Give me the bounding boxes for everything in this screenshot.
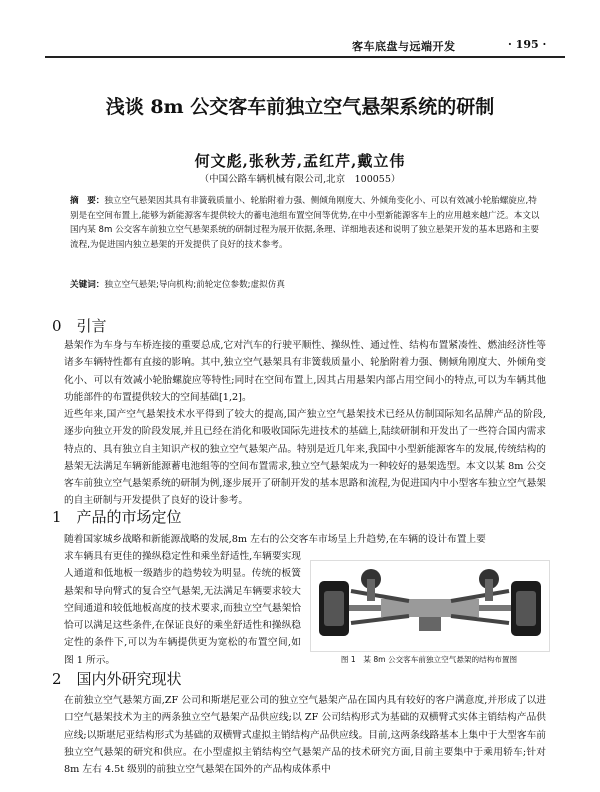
section-heading-intro: 0 引言	[52, 317, 107, 335]
paragraph-research-1: 在前独立空气悬架方面,ZF 公司和斯堪尼亚公司的独立空气悬架产品在国内具有较好的客户满意度,并形成了以进口空气悬架技术为主的两条独立空气悬架产品供应线;以 ZF 公司结构形式为基础的双横臂式实体主销结构产品供应线;以斯堪尼亚结构形式为基础的双横臂式虚拟主销结构产品供应线。目前,这两条线路基本上集中于大型客车前独立空气悬架的研究和供应。在小型虚拟主销结构空气悬架产品的技术研究方面,目前主要集中于乘用轿车;针对 8m 左右 4.5t 级别的前独立空气悬架在国外的产品构成体系中	[64, 695, 546, 776]
section-heading-market: 1 产品的市场定位	[52, 508, 182, 526]
suspension-illustration	[311, 561, 549, 651]
section-heading-research: 2 国内外研究现状	[52, 670, 182, 688]
keywords	[70, 278, 540, 290]
abstract-label: 摘 要：	[70, 196, 105, 206]
paragraph-intro-1: 悬架作为车身与车桥连接的重要总成,它对汽车的行驶平顺性、操纵性、通过性、结构布置紧凑性、燃油经济性等诸多车辆特性都有直接的影响。其中,独立空气悬架具有非簧载质量小、轮胎附着力强、侧倾角刚度大、外倾角变化小、可以有效减小轮胎螺旋应等特性;同时在空间布置上,因其占用悬架内部占用空间小的特点,可以为车辆其他功能部件的布置提供较大的空间基础[1,2]。	[64, 340, 546, 403]
affiliation: （中国公路车辆机械有限公司,北京 100055）	[199, 174, 401, 185]
abstract-text: 独立空气悬架因其具有非簧载质量小、轮胎附着力强、侧倾角刚度大、外倾角变化小、可以有效减小轮胎螺旋应,特别是在空间布置上,能够为新能源客车提供较大的蓄电池组布置空间等优势,在中小型新能源客车上的应用越来越广泛。本文以国内某 8m 公交客车前独立空气悬架系统的研制过程为展开依据,条理、详细地表述和说明了独立悬架开发的基本思路和主要流程,为促进国内独立悬架的开发提供了良好的技术参考。	[70, 196, 540, 250]
paragraph-market-2: 求车辆具有更佳的操纵稳定性和乘坐舒适性,车辆要实现人通道和低地板一级踏步的趋势较为明显。传统的板簧悬架和导向臂式的复合空气悬架,无法满足车辆要求较大空间通道和较低地板高度的技术要求,而独立空气悬架恰恰可以满足这些条件,在保证良好的乘坐舒适性和操纵稳定性的条件下,可以为车辆提供更为宽松的布置空间,如图 1 所示。	[64, 551, 301, 666]
figure-caption: 图 1 某 8m 公交客车前独立空气悬架的结构布置图	[340, 655, 518, 664]
journal-header: 客车底盘与远端开发	[352, 40, 456, 53]
paragraph-intro-2: 近些年来,国产空气悬架技术水平得到了较大的提高,国产独立空气悬架技术已经从仿制国际知名品牌产品的阶段,逐步向独立开发的阶段发展,并且已经在消化和吸收国际先进技术的基础上,陆续研制和开发出了一些符合国内需求特点的、具有独立自主知识产权的独立空气悬架产品。特别是近几年来,我国中小型新能源客车的发展,传统结构的悬架无法满足车辆新能源蓄电池组等的空间布置需求,独立空气悬架成为一种较好的悬架选型。本文以某 8m 公交客车前独立空气悬架系统的研制为例,逐步展开了研制开发的基本思路和流程,为促进国内中小型客车独立空气悬架的自主研制与开发提供了良好的设计参考。	[64, 409, 546, 507]
figure-suspension-image	[310, 560, 550, 652]
keywords-label: 关键词：	[70, 280, 105, 290]
abstract	[70, 194, 540, 252]
paragraph-market-1: 随着国家城乡战略和新能源战略的发展,8m 左右的公交客车市场呈上升趋势,在车辆的设计布置上要	[64, 534, 486, 545]
paper-title: 浅谈 8m 公交客车前独立空气悬架系统的研制	[105, 96, 495, 118]
page-number: · 195 ·	[508, 38, 547, 51]
header-rule	[45, 56, 565, 58]
authors: 何文彪,张秋芳,孟红芹,戴立伟	[194, 152, 406, 170]
keywords-text: 独立空气悬架;导向机构;前轮定位参数;虚拟仿真	[104, 280, 285, 290]
